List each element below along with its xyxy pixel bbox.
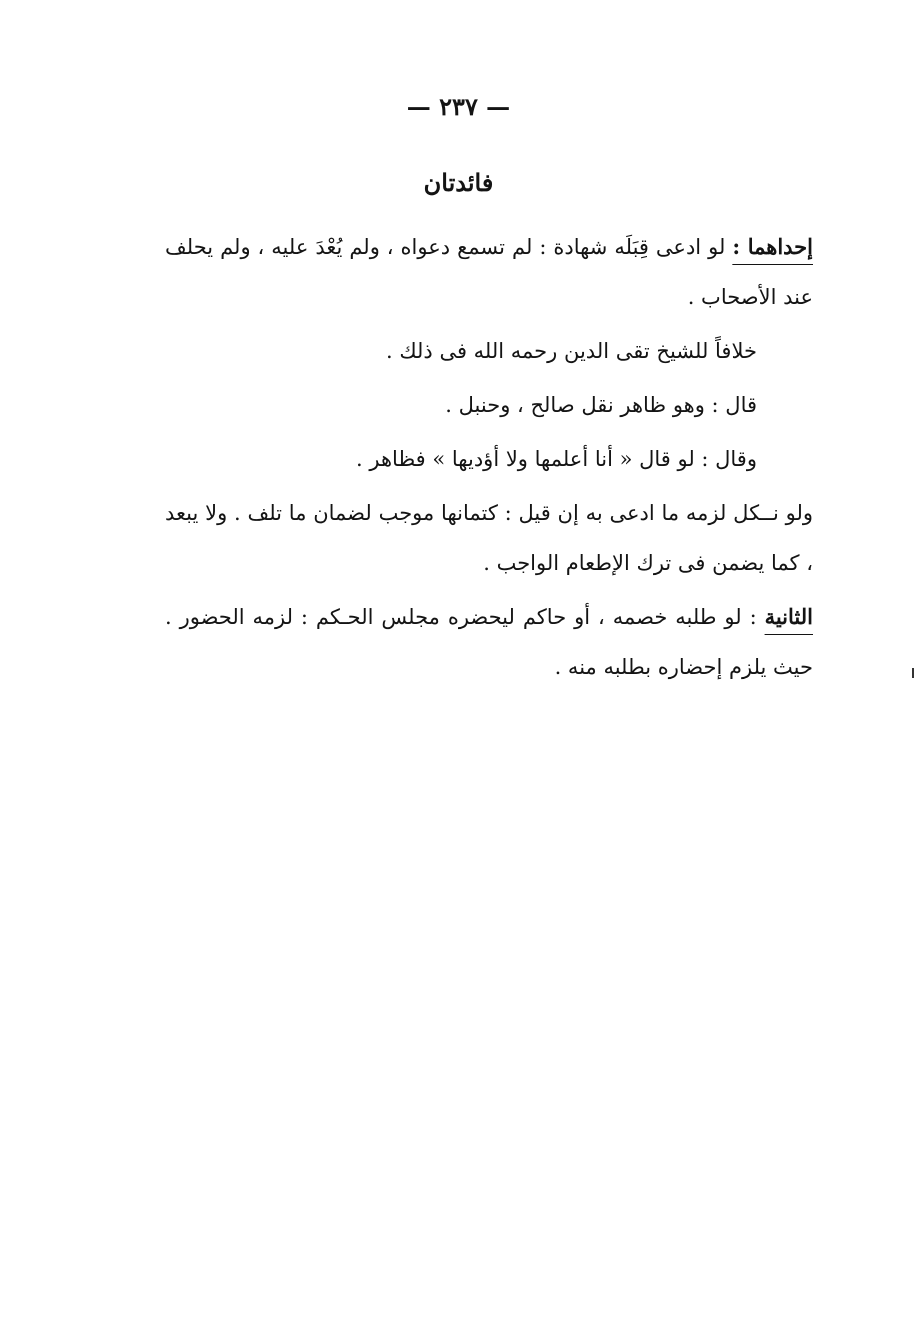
paragraph-text: قال : وهو ظاهر نقل صالح ، وحنبل . — [445, 393, 757, 417]
paragraph-text: : لو طلبه خصمه ، أو حاكم ليحضره مجلس الحـكم : لزمه الحضور . حيث يلزم إحضاره بطلبه منه . — [165, 605, 813, 679]
paragraph-second-benefit — [165, 592, 813, 692]
paragraph-text: ولو نــكل لزمه ما ادعى به إن قيل : كتمانها موجب لضمان ما تلف . ولا يبعد ، كما يضمن فى ترك الإطعام الواجب . — [165, 501, 813, 575]
paragraph — [165, 488, 813, 588]
paragraph-lead: الثانية — [764, 604, 813, 629]
paragraph-text: وقال : لو قال « أنا أعلمها ولا أؤديها » فظاهر . — [356, 447, 757, 471]
paragraph-lead: إحداهما : — [732, 234, 813, 259]
paragraph-first-benefit — [165, 222, 813, 322]
paragraph — [165, 326, 813, 376]
paragraph-text: لو ادعى قِبَلَه شهادة : لم تسمع دعواه ، ولم يُعْدَ عليه ، ولم يحلف عند الأصحاب . — [165, 235, 813, 309]
paragraph-text: خلافاً للشيخ تقى الدين رحمه الله فى ذلك . — [385, 339, 757, 363]
page-number: — ٢٣٧ — — [406, 92, 511, 121]
paragraph — [165, 434, 813, 484]
margin-mark — [912, 668, 914, 678]
section-title: فائدتان — [423, 168, 494, 197]
paragraph — [165, 380, 813, 430]
body-text — [165, 222, 813, 692]
